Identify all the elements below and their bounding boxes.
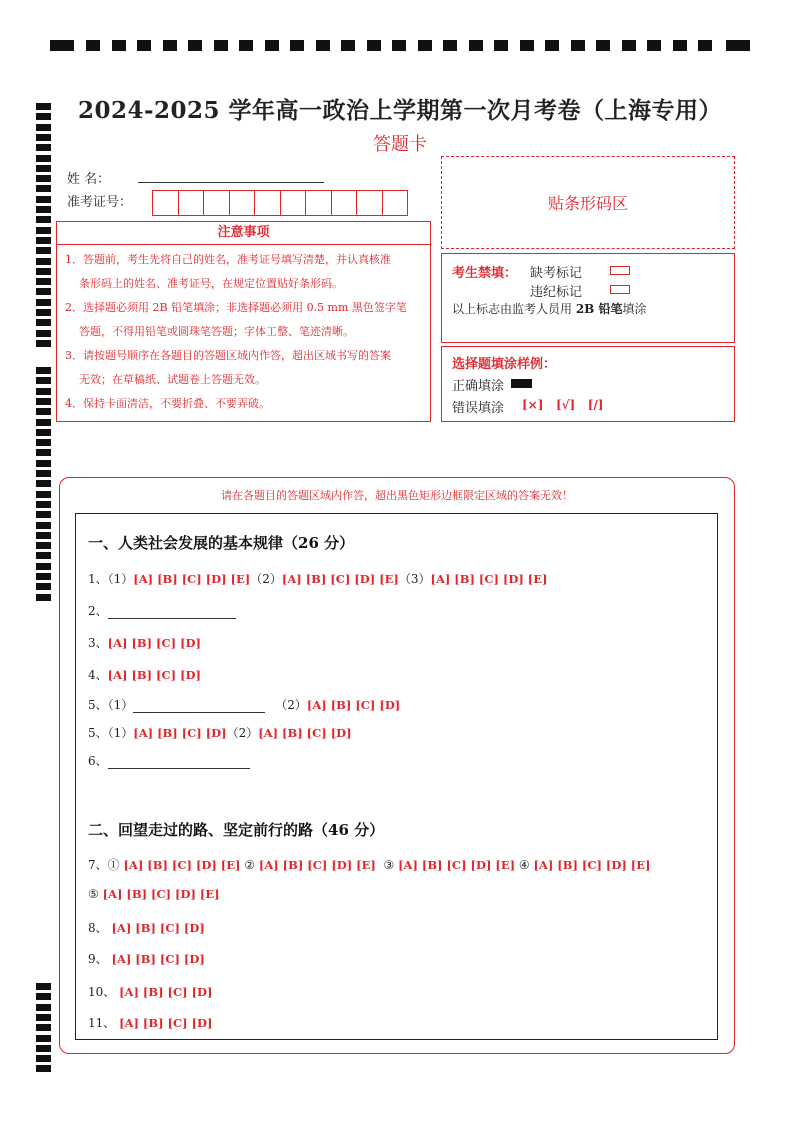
timing-mark	[36, 227, 51, 234]
answer-area-warning: 请在各题目的答题区域内作答，超出黑色矩形边框限定区域的答案无效！	[221, 489, 573, 502]
timing-mark	[36, 1024, 51, 1031]
violation-mark-label: 违纪标记	[530, 285, 583, 300]
timing-mark	[36, 216, 51, 223]
correct-fill-example	[511, 379, 532, 388]
question-number: 5、	[88, 698, 108, 712]
page-title: 2024-2025 学年高一政治上学期第一次月考卷（上海专用）	[77, 97, 723, 124]
correct-fill-label: 正确填涂	[452, 379, 505, 394]
barcode-area	[441, 156, 735, 249]
timing-mark	[673, 40, 687, 51]
timing-mark	[36, 330, 51, 337]
question-number: 8、	[88, 921, 108, 935]
id-digit-box[interactable]	[153, 191, 179, 215]
timing-mark	[36, 522, 51, 529]
timing-mark	[36, 1004, 51, 1011]
absent-mark-label: 缺考标记	[530, 266, 583, 281]
sub-label: ③	[383, 858, 395, 872]
exam-id-label: 准考证号：	[67, 195, 133, 210]
timing-mark	[36, 1035, 51, 1042]
timing-mark	[239, 40, 253, 51]
question-number: 9、	[88, 952, 108, 966]
exam-ban-note	[452, 300, 647, 317]
timing-mark	[36, 319, 51, 326]
timing-mark	[112, 40, 126, 51]
question-10	[88, 983, 212, 1000]
timing-mark	[36, 258, 51, 265]
notice-item: 无效；在草稿纸、试题卷上答题无效。	[79, 373, 266, 386]
timing-mark	[36, 196, 51, 203]
id-digit-box[interactable]	[332, 191, 358, 215]
timing-mark	[36, 288, 51, 295]
question-number: 6、	[88, 754, 108, 768]
timing-mark	[36, 993, 51, 1000]
id-digit-box[interactable]	[255, 191, 281, 215]
question-9	[88, 950, 205, 967]
timing-mark	[494, 40, 508, 51]
timing-mark	[36, 340, 51, 347]
timing-mark	[265, 40, 279, 51]
name-field[interactable]	[138, 181, 324, 183]
sub-label: ①	[107, 858, 120, 872]
choice-options[interactable]: [A] [B] [C] [D] [E]	[102, 887, 220, 901]
timing-mark	[36, 449, 51, 456]
id-digit-box[interactable]	[204, 191, 230, 215]
timing-mark	[520, 40, 534, 51]
question-7-cont	[88, 887, 220, 901]
id-digit-box[interactable]	[306, 191, 332, 215]
timing-mark	[36, 480, 51, 487]
sub-label: ②	[244, 858, 256, 872]
sub-label: ④	[518, 858, 530, 872]
question-number: 3、	[88, 636, 108, 650]
timing-mark	[36, 1045, 51, 1052]
question-number: 10、	[88, 985, 116, 999]
question-5a	[88, 696, 400, 713]
timing-mark	[647, 40, 661, 51]
timing-mark	[36, 206, 51, 213]
choice-options[interactable]: [A] [B] [C] [D]	[111, 921, 205, 935]
choice-options[interactable]: [A] [B] [C] [D] [E]	[123, 858, 241, 872]
timing-mark	[443, 40, 457, 51]
choice-options[interactable]: [A] [B] [C] [D] [E]	[133, 572, 251, 586]
timing-mark	[392, 40, 406, 51]
notice-item: 3．请按题号顺序在各题目的答题区域内作答，超出区域书写的答案	[65, 349, 391, 362]
timing-mark	[36, 983, 51, 990]
choice-options[interactable]: [A] [B] [C] [D]	[111, 952, 205, 966]
barcode-label: 贴条形码区	[547, 194, 628, 213]
timing-mark	[86, 40, 100, 51]
timing-mark	[36, 501, 51, 508]
answer-blank[interactable]	[108, 606, 236, 619]
notice-item: 答题，不得用铅笔或圆珠笔答题；字体工整、笔迹清晰。	[79, 325, 354, 338]
timing-mark	[36, 563, 51, 570]
timing-mark	[596, 40, 610, 51]
note-prefix: 以上标志由监考人员用	[452, 302, 576, 316]
sub-label: （2）	[275, 698, 307, 712]
section-1-heading: 一、人类社会发展的基本规律（26 分）	[88, 534, 355, 552]
timing-mark	[36, 470, 51, 477]
timing-mark	[36, 398, 51, 405]
timing-mark	[36, 185, 51, 192]
choice-options[interactable]: [A] [B] [C] [D]	[119, 1016, 213, 1030]
id-digit-box[interactable]	[281, 191, 307, 215]
timing-mark	[36, 247, 51, 254]
question-3	[88, 634, 201, 651]
note-suffix: 填涂	[622, 302, 647, 316]
timing-mark	[36, 594, 51, 601]
id-digit-box[interactable]	[179, 191, 205, 215]
choice-options[interactable]: [A] [B] [C] [D]	[306, 698, 401, 712]
question-number: 4、	[88, 668, 108, 682]
timing-mark	[36, 552, 51, 559]
sub-label: ⑤	[88, 887, 99, 901]
timing-mark	[571, 40, 585, 51]
choice-options[interactable]: [A] [B] [C] [D]	[258, 726, 352, 740]
sub-label: （1）	[107, 698, 134, 712]
sub-label: （1）	[107, 726, 134, 740]
timing-mark	[316, 40, 330, 51]
wrong-fill-label: 错误填涂	[452, 401, 505, 416]
question-number: 1、	[88, 572, 108, 586]
id-digit-box[interactable]	[357, 191, 383, 215]
choice-options[interactable]: [A] [B] [C] [D]	[107, 636, 201, 650]
notice-box	[56, 221, 431, 422]
question-2	[88, 602, 236, 619]
timing-mark	[36, 175, 51, 182]
question-4	[88, 666, 201, 683]
notice-item: 条形码上的姓名、准考证号，在规定位置贴好条形码。	[79, 277, 343, 290]
sub-label: （1）	[107, 572, 134, 586]
violation-mark-box[interactable]	[610, 285, 630, 294]
choice-options[interactable]: [A] [B] [C] [D] [E]	[258, 858, 376, 872]
timing-mark	[36, 439, 51, 446]
question-8	[88, 919, 205, 936]
sub-label: （2）	[250, 572, 282, 586]
timing-mark	[36, 429, 51, 436]
exam-id-boxes[interactable]	[152, 190, 408, 216]
timing-mark	[50, 40, 74, 51]
fill-sample-box	[441, 346, 735, 422]
choice-options[interactable]: [A] [B] [C] [D]	[119, 985, 213, 999]
timing-mark	[545, 40, 559, 51]
timing-mark	[36, 491, 51, 498]
timing-mark	[36, 408, 51, 415]
sub-label: （2）	[226, 726, 259, 740]
question-7	[88, 856, 650, 873]
absent-mark-box[interactable]	[610, 266, 630, 275]
id-digit-box[interactable]	[383, 191, 408, 215]
exam-ban-box	[441, 253, 735, 343]
timing-mark	[622, 40, 636, 51]
question-number: 7、	[88, 858, 108, 872]
timing-mark	[36, 1065, 51, 1072]
timing-mark	[290, 40, 304, 51]
question-5b	[88, 724, 352, 741]
timing-mark	[341, 40, 355, 51]
note-bold: 2B 铅笔	[575, 302, 623, 316]
timing-mark	[726, 40, 750, 51]
choice-options[interactable]: [A] [B] [C] [D]	[107, 668, 201, 682]
timing-mark	[36, 388, 51, 395]
name-label: 姓 名：	[67, 172, 111, 187]
choice-options[interactable]: [A] [B] [C] [D] [E]	[398, 858, 516, 872]
timing-mark	[137, 40, 151, 51]
wrong-fill-examples: [×] [√] [/]	[522, 398, 604, 412]
timing-mark	[36, 460, 51, 467]
timing-mark	[36, 1014, 51, 1021]
answer-sheet-subtitle: 答题卡	[373, 134, 427, 155]
timing-mark	[36, 268, 51, 275]
fill-sample-heading: 选择题填涂样例：	[452, 357, 557, 372]
exam-ban-label: 考生禁填：	[452, 266, 518, 281]
timing-mark	[36, 542, 51, 549]
choice-options[interactable]: [A] [B] [C] [D] [E]	[430, 572, 548, 586]
question-6	[88, 752, 250, 769]
timing-mark	[36, 583, 51, 590]
sub-label: （3）	[398, 572, 431, 586]
notice-item: 2．选择题必须用 2B 铅笔填涂；非选择题必须用 0.5 mm 黑色签字笔	[65, 301, 407, 314]
timing-mark	[36, 299, 51, 306]
section-2-heading: 二、回望走过的路、坚定前行的路（46 分）	[88, 821, 385, 839]
timing-mark	[698, 40, 712, 51]
notice-heading: 注意事项	[57, 222, 430, 245]
timing-mark	[469, 40, 483, 51]
timing-mark	[214, 40, 228, 51]
question-number: 11、	[88, 1016, 116, 1030]
timing-mark	[36, 419, 51, 426]
question-number: 2、	[88, 604, 108, 618]
timing-mark	[36, 367, 51, 374]
question-1	[88, 570, 547, 587]
timing-mark	[163, 40, 177, 51]
timing-mark	[36, 278, 51, 285]
timing-mark	[36, 377, 51, 384]
timing-mark	[418, 40, 432, 51]
timing-mark	[367, 40, 381, 51]
timing-mark	[188, 40, 202, 51]
notice-item: 1．答题前，考生先将自己的姓名，准考证号填写清楚，并认真核准	[65, 253, 391, 266]
question-11	[88, 1014, 212, 1031]
notice-item: 4．保持卡面清洁，不要折叠、不要弄破。	[65, 397, 270, 410]
id-digit-box[interactable]	[230, 191, 256, 215]
answer-blank[interactable]	[108, 756, 250, 769]
choice-options[interactable]: [A] [B] [C] [D] [E]	[281, 572, 399, 586]
timing-mark	[36, 237, 51, 244]
timing-mark	[36, 573, 51, 580]
timing-mark	[36, 165, 51, 172]
timing-mark	[36, 511, 51, 518]
choice-options[interactable]: [A] [B] [C] [D]	[133, 726, 227, 740]
answer-blank[interactable]	[133, 700, 265, 713]
timing-mark	[36, 532, 51, 539]
question-number: 5、	[88, 726, 108, 740]
timing-mark	[36, 1055, 51, 1062]
choice-options[interactable]: [A] [B] [C] [D] [E]	[533, 858, 651, 872]
timing-mark	[36, 309, 51, 316]
